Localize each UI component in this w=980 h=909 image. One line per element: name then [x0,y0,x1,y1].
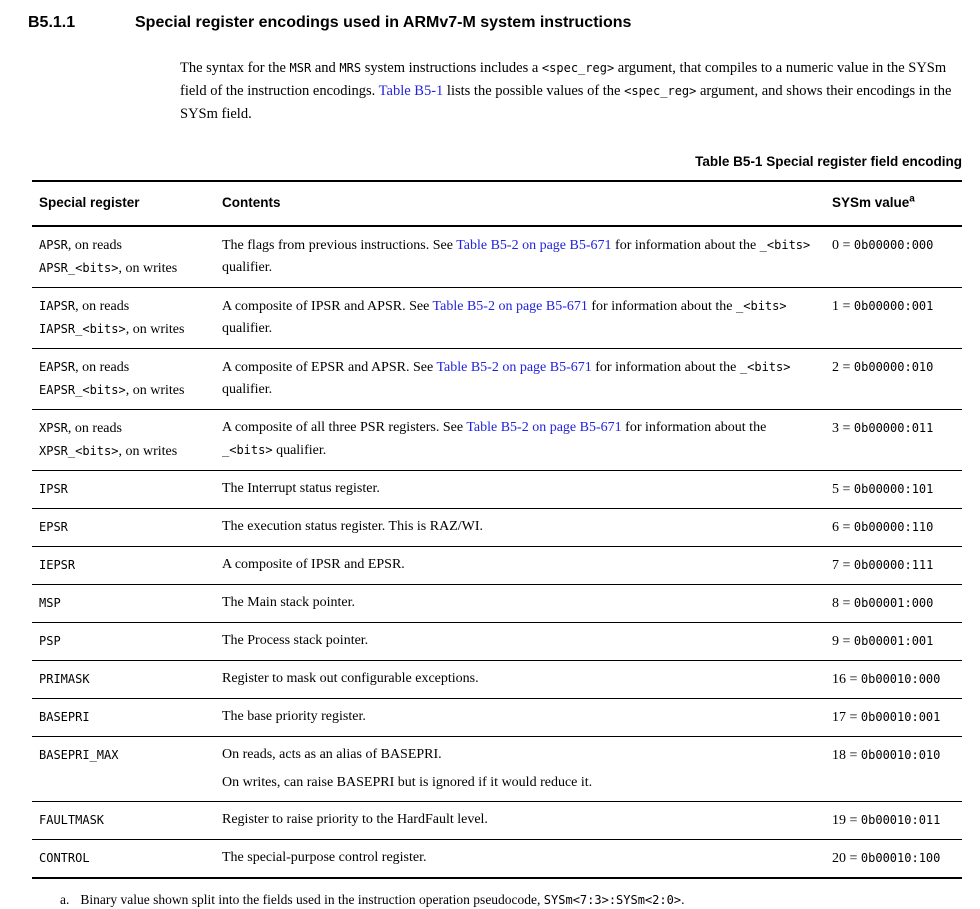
inline-code: SYSm<7:3>:SYSm<2:0> [543,893,682,907]
table-row [32,509,962,547]
contents-paragraph [222,356,820,401]
text-run: and [311,60,340,76]
inline-code: 0b00000:001 [853,299,934,313]
register-cell [39,592,222,615]
text-run: The base priority register. [222,709,366,724]
text-run: The syntax for the [180,60,290,76]
register-line [39,257,210,280]
sysm-value-cell [832,668,962,691]
register-cell [39,295,222,341]
table-row [32,661,962,699]
register-cell [39,809,222,832]
contents-cell [222,668,832,691]
text-run: Binary value shown split into the fields used in the instruction operation pseudocode, [80,892,544,907]
inline-code: 0b00010:001 [860,710,941,724]
register-line [39,744,210,767]
contents-paragraph [222,516,820,538]
inline-code: APSR [39,238,68,252]
text-run: , on writes [125,322,185,337]
text-run: 18 = [832,748,861,763]
contents-paragraph [222,554,820,576]
column-header-special-register: Special register [39,195,140,210]
inline-code: EPSR [39,520,68,534]
inline-code: 0b00000:110 [853,520,934,534]
inline-code: MRS [339,61,362,75]
table-row [32,227,962,288]
text-run: for information about the [591,360,740,375]
inline-code: 0b00001:000 [853,596,934,610]
text-run: A composite of all three PSR registers. See [222,420,467,435]
text-run: 19 = [832,813,861,828]
text-run: A composite of EPSR and APSR. See [222,360,437,375]
cross-reference-link[interactable]: Table B5-2 on page B5-671 [436,360,592,375]
inline-code: <spec_reg> [541,61,615,75]
text-run: The Interrupt status register. [222,481,380,496]
inline-code: _<bits> [222,443,273,457]
inline-code: IAPSR [39,299,76,313]
section-title: Special register encodings used in ARMv7-M system instructions [135,14,632,31]
contents-paragraph [222,478,820,500]
contents-cell [222,809,832,832]
table-row [32,288,962,349]
register-line [39,847,210,870]
register-line [39,234,210,257]
sysm-header-label: SYSm value [832,195,910,210]
contents-cell [222,554,832,577]
sysm-value-cell [832,478,962,501]
footnote-reference-a[interactable]: a [909,193,915,205]
inline-code: BASEPRI_MAX [39,748,119,762]
contents-paragraph [222,668,820,690]
table-row [32,349,962,410]
inline-code: 0b00010:000 [860,672,941,686]
contents-cell [222,295,832,341]
contents-cell [222,417,832,463]
inline-code: XPSR_<bits> [39,444,119,458]
footnote-label: a. [60,892,70,907]
text-run: 6 = [832,520,854,535]
register-line [39,356,210,379]
register-line [39,809,210,832]
inline-code: PRIMASK [39,672,90,686]
text-run: , on writes [125,383,185,398]
text-run: 16 = [832,672,861,687]
contents-cell [222,706,832,729]
inline-code: FAULTMASK [39,813,105,827]
table-row [32,623,962,661]
text-run: , on writes [118,261,178,276]
contents-paragraph [222,809,820,831]
inline-code: PSP [39,634,61,648]
register-cell [39,668,222,691]
register-cell [39,478,222,501]
text-run: argument, that compiles to a numeric value in the SYSm field of the instruction encodings. [180,60,947,99]
inline-code: 0b00001:001 [853,634,934,648]
inline-code: _<bits> [759,238,811,252]
register-cell [39,417,222,463]
sysm-value-cell [832,630,962,653]
inline-code: 0b00000:010 [853,360,934,374]
register-line [39,379,210,402]
text-run: , on reads [75,360,130,375]
register-line [39,318,210,341]
inline-code: APSR_<bits> [39,261,119,275]
inline-code: BASEPRI [39,710,90,724]
contents-cell [222,630,832,653]
text-run: qualifier. [222,382,273,397]
text-run: , on reads [67,421,122,436]
contents-paragraph [222,592,820,614]
text-run: A composite of IPSR and APSR. See [222,299,433,314]
register-line [39,417,210,440]
text-run: , on writes [118,444,178,459]
inline-code: _<bits> [736,299,787,313]
column-header-contents: Contents [222,195,281,210]
contents-paragraph [222,706,820,728]
text-run: 20 = [832,851,861,866]
inline-code: IAPSR_<bits> [39,322,126,336]
sysm-value-cell [832,847,962,870]
contents-cell [222,356,832,402]
contents-paragraph [222,234,820,279]
sysm-value-cell [832,592,962,615]
table-row [32,840,962,879]
register-line [39,554,210,577]
inline-code: MSP [39,596,61,610]
text-run: 8 = [832,596,854,611]
register-line [39,706,210,729]
inline-code: 0b00010:010 [860,748,941,762]
document-page [0,14,980,907]
table-row [32,585,962,623]
contents-cell [222,516,832,539]
sysm-value-cell [832,554,962,577]
table-row [32,410,962,471]
table-caption: Table B5-1 Special register field encoding [695,154,962,169]
sysm-value-cell [832,234,962,280]
inline-code: _<bits> [739,360,791,374]
text-run: qualifier. [222,321,273,336]
sysm-value-cell [832,744,962,794]
register-line [39,516,210,539]
sysm-value-cell [832,516,962,539]
text-run: 2 = [832,360,854,375]
intro-paragraph [180,57,962,126]
text-run: 0 = [832,238,854,253]
text-run: Register to raise priority to the HardFault level. [222,812,488,827]
text-run: 3 = [832,421,854,436]
register-line [39,630,210,653]
contents-cell [222,592,832,615]
text-run: qualifier. [222,260,273,275]
text-run: lists the possible values of the [443,83,625,99]
text-run: 7 = [832,558,854,573]
cross-reference-link[interactable]: Table B5-1 [378,83,444,99]
text-run: , on reads [75,299,130,314]
text-run: The Main stack pointer. [222,595,355,610]
contents-paragraph [222,772,820,794]
table-footnote [60,891,980,909]
register-cell [39,516,222,539]
text-run: The Process stack pointer. [222,633,369,648]
contents-cell [222,478,832,501]
text-run: for information about the [621,420,767,435]
table-row [32,547,962,585]
contents-paragraph [222,295,820,340]
inline-code: 0b00000:101 [853,482,934,496]
text-run: . [681,892,685,907]
contents-paragraph [222,417,820,462]
inline-code: 0b00000:000 [853,238,934,252]
text-run: 17 = [832,710,861,725]
inline-code: <spec_reg> [624,84,697,98]
register-cell [39,630,222,653]
register-line [39,440,210,463]
contents-cell [222,744,832,794]
text-run: The special-purpose control register. [222,850,427,865]
text-run: On writes, can raise BASEPRI but is ignored if it would reduce it. [222,775,593,790]
register-cell [39,847,222,870]
register-line [39,478,210,501]
contents-cell [222,847,832,870]
contents-paragraph [222,630,820,652]
text-run: Register to mask out configurable exceptions. [222,671,479,686]
register-cell [39,706,222,729]
cross-reference-link[interactable]: Table B5-2 on page B5-671 [456,238,612,253]
inline-code: 0b00010:100 [860,851,941,865]
text-run: 9 = [832,634,854,649]
register-line [39,295,210,318]
register-cell [39,744,222,794]
text-run: On reads, acts as an alias of BASEPRI. [222,747,442,762]
sysm-value-cell [832,295,962,341]
text-run: The flags from previous instructions. See [222,238,457,253]
text-run: , on reads [67,238,122,253]
table-row [32,699,962,737]
cross-reference-link[interactable]: Table B5-2 on page B5-671 [432,299,588,314]
table-row [32,802,962,840]
text-run: The execution status register. This is RAZ/WI. [222,519,484,534]
inline-code: MSR [289,61,312,75]
inline-code: CONTROL [39,851,90,865]
contents-paragraph [222,847,820,869]
text-run: qualifier. [272,443,327,458]
inline-code: IEPSR [39,558,76,572]
special-register-table [32,180,962,879]
text-run: for information about the [587,299,737,314]
column-header-sysm-value [832,193,962,213]
sysm-value-cell [832,417,962,463]
table-body [32,227,962,879]
sysm-value-cell [832,356,962,402]
contents-cell [222,234,832,280]
section-heading [28,14,980,32]
text-run: A composite of IPSR and EPSR. [222,557,405,572]
text-run: for information about the [611,238,760,253]
inline-code: 0b00010:011 [860,813,941,827]
text-run: system instructions includes a [361,60,542,76]
register-cell [39,356,222,402]
section-number: B5.1.1 [28,14,76,31]
inline-code: EAPSR [39,360,76,374]
table-row [32,737,962,802]
contents-paragraph [222,744,820,766]
inline-code: XPSR [39,421,68,435]
inline-code: IPSR [39,482,68,496]
text-run: argument, and shows their encodings in the SYSm field. [180,83,952,122]
table-header-row [32,180,962,227]
sysm-value-cell [832,809,962,832]
inline-code: 0b00000:011 [853,421,934,435]
register-line [39,592,210,615]
register-cell [39,234,222,280]
text-run: 5 = [832,482,854,497]
inline-code: 0b00000:111 [853,558,934,572]
register-cell [39,554,222,577]
cross-reference-link[interactable]: Table B5-2 on page B5-671 [466,420,622,435]
sysm-value-cell [832,706,962,729]
inline-code: EAPSR_<bits> [39,383,126,397]
table-row [32,471,962,509]
register-line [39,668,210,691]
footnote-text [80,891,684,909]
text-run: 1 = [832,299,854,314]
